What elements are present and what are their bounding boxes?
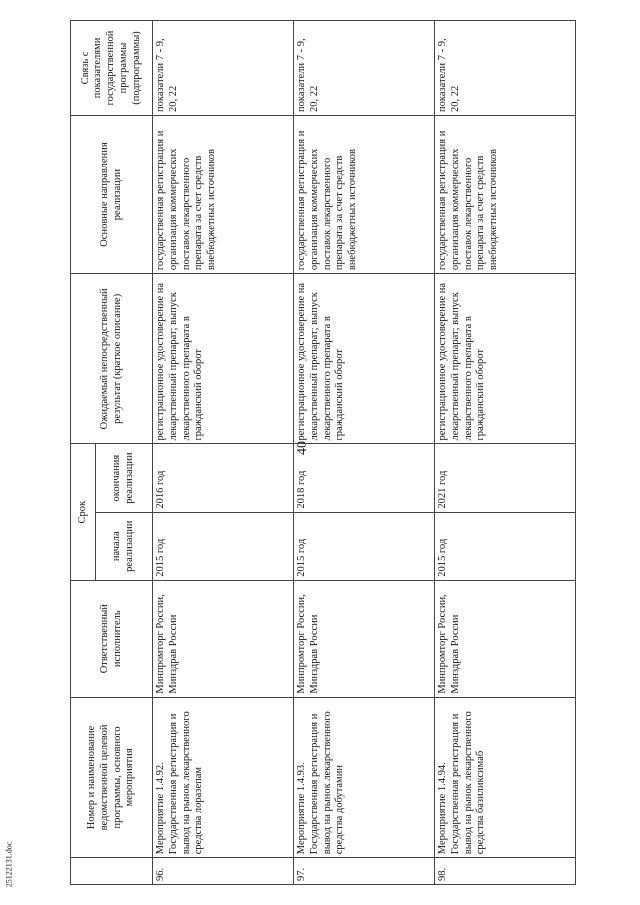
table-row <box>435 21 576 885</box>
row-number: 97. <box>294 858 435 885</box>
table-row <box>153 21 294 885</box>
activity-name: Мероприятие 1.4.94. Государственная регистрация и вывод на рынок лекарственного средства базиликсимаб <box>435 697 576 858</box>
start-year: 2015 год <box>294 512 435 580</box>
program-activities-table <box>70 20 576 885</box>
activity-name: Мероприятие 1.4.93. Государственная регистрация и вывод на рынок лекарственного средства добутамин <box>294 697 435 858</box>
program-indicators-link: показатели 7 - 9, 20, 22 <box>153 21 294 116</box>
header-name: Номер и наименование ведомственной целевой программы, основного мероприятия <box>71 697 153 858</box>
expected-result: регистрационное удостоверение на лекарственный препарат; выпуск лекарственного препарата в гражданский оборот <box>153 274 294 444</box>
page-number: 40 <box>295 441 310 455</box>
header-number <box>71 858 153 885</box>
header-responsible: Ответственный исполнитель <box>71 580 153 697</box>
responsible-executor: Минпромторг России, Минздрав России <box>435 580 576 697</box>
main-directions: государственная регистрация и организация коммерческих поставок лекарственного препарата за счет средств внебюджетных источников <box>153 115 294 273</box>
header-term: Срок <box>71 444 96 580</box>
header-result: Ожидаемый непосредственный результат (краткое описание) <box>71 274 153 444</box>
main-directions: государственная регистрация и организация коммерческих поставок лекарственного препарата за счет средств внебюджетных источников <box>294 115 435 273</box>
end-year: 2021 год <box>435 444 576 512</box>
responsible-executor: Минпромторг России, Минздрав России <box>294 580 435 697</box>
main-directions: государственная регистрация и организация коммерческих поставок лекарственного препарата за счет средств внебюджетных источников <box>435 115 576 273</box>
program-indicators-link: показатели 7 - 9, 20, 22 <box>294 21 435 116</box>
end-year: 2016 год <box>153 444 294 512</box>
row-number: 98. <box>435 858 576 885</box>
end-year: 2018 год <box>294 444 435 512</box>
expected-result: регистрационное удостоверение на лекарственный препарат; выпуск лекарственного препарата в гражданский оборот <box>435 274 576 444</box>
program-indicators-link: показатели 7 - 9, 20, 22 <box>435 21 576 116</box>
header-end: окончания реализации <box>96 444 153 512</box>
header-directions: Основные направления реализации <box>71 115 153 273</box>
header-link: Связь с показателями государственной программы (подпрограммы) <box>71 21 153 116</box>
activity-name: Мероприятие 1.4.92. Государственная регистрация и вывод на рынок лекарственного средства лоразепам <box>153 697 294 858</box>
table-row <box>294 21 435 885</box>
expected-result: регистрационное удостоверение на лекарственный препарат; выпуск лекарственного препарата в гражданский оборот <box>294 274 435 444</box>
header-start: начала реализации <box>96 512 153 580</box>
start-year: 2015 год <box>153 512 294 580</box>
row-number: 96. <box>153 858 294 885</box>
start-year: 2015 год <box>435 512 576 580</box>
document-code: 25122131.doc <box>4 841 14 888</box>
rotated-table-sheet <box>70 20 570 885</box>
responsible-executor: Минпромторг России, Минздрав России <box>153 580 294 697</box>
